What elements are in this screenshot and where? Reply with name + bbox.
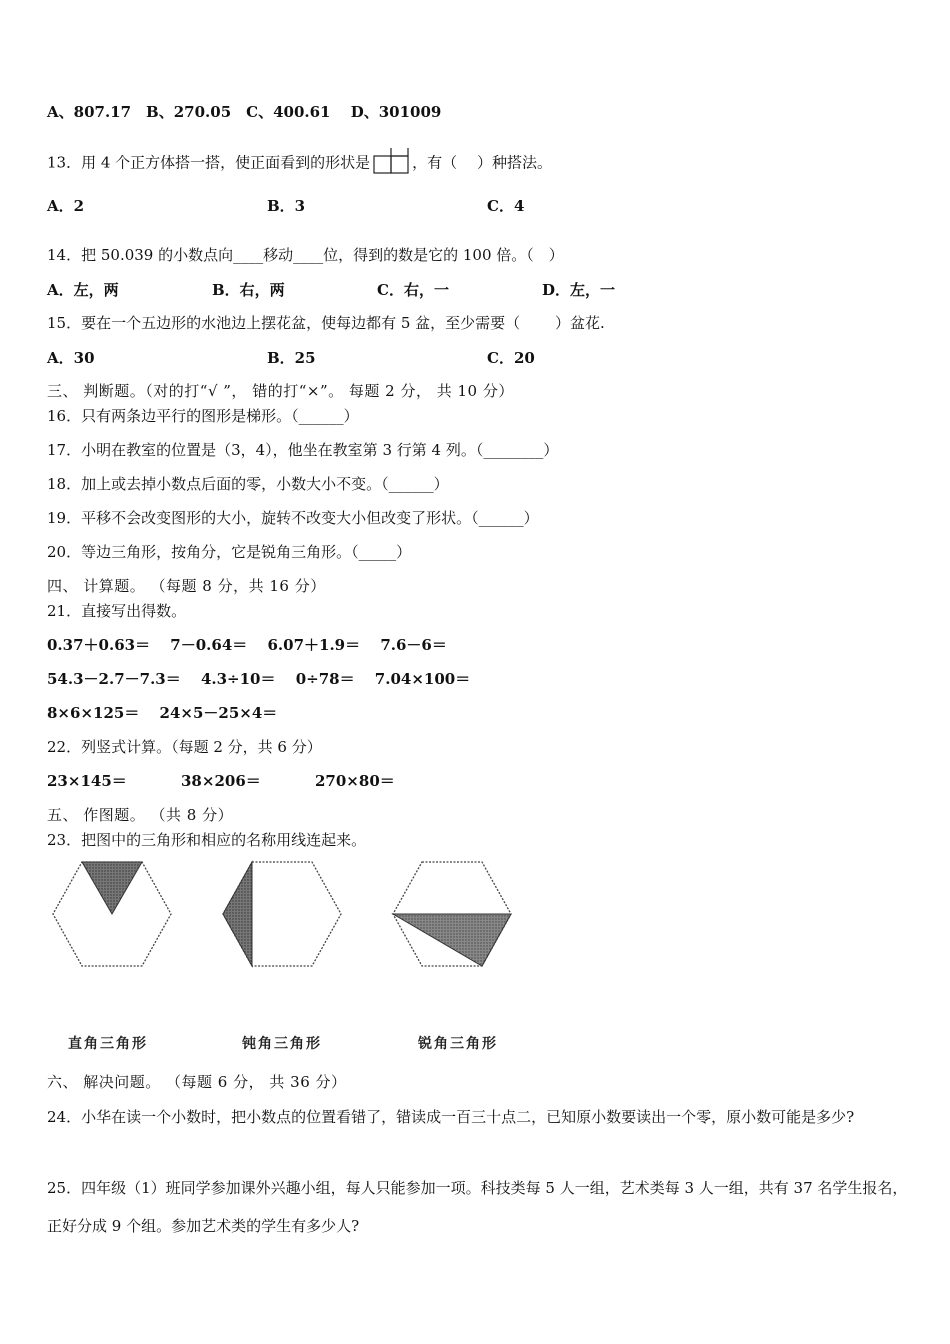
section-3-heading: 三、 判断题。（对的打“√ ”， 错的打“×”。 每题 2 分， 共 10 分） <box>47 382 514 400</box>
q15-option-a[interactable]: A．30 <box>47 349 95 367</box>
section-5-heading: 五、 作图题。 （共 8 分） <box>47 806 234 824</box>
shaded-triangle <box>393 914 511 966</box>
q21-row-3: 8×6×125＝ 24×5－25×4＝ <box>47 704 278 722</box>
hexagon-figure-2 <box>220 858 344 970</box>
hexagon-figure-1 <box>50 858 174 970</box>
q14-option-a[interactable]: A．左，两 <box>47 281 119 299</box>
q21-row-2: 54.3－2.7－7.3＝ 4.3÷10＝ 0÷78＝ 7.04×100＝ <box>47 670 471 688</box>
section-6-heading: 六、 解决问题。 （每题 6 分， 共 36 分） <box>47 1073 347 1091</box>
q21-row-1: 0.37＋0.63＝ 7－0.64＝ 6.07＋1.9＝ 7.6－6＝ <box>47 636 447 654</box>
q14-option-c[interactable]: C．右，一 <box>377 281 449 299</box>
q13-option-a[interactable]: A．2 <box>47 197 85 215</box>
question-19: 19．平移不会改变图形的大小，旋转不改变大小但改变了形状。（______） <box>47 509 539 527</box>
q15-option-b[interactable]: B．25 <box>267 349 316 367</box>
label-right-triangle: 直角三角形 <box>68 1036 148 1052</box>
shaded-triangle <box>82 862 142 914</box>
q13-text-before: 13．用 4 个正方体搭一搭，使正面看到的形状是 <box>47 153 371 172</box>
q14-option-b[interactable]: B．右，两 <box>212 281 285 299</box>
question-20: 20．等边三角形，按角分，它是锐角三角形。（_____） <box>47 543 412 561</box>
label-acute-triangle: 锐角三角形 <box>418 1036 498 1052</box>
question-22: 22．列竖式计算。（每题 2 分，共 6 分） <box>47 738 322 756</box>
q13-option-c[interactable]: C．4 <box>487 197 525 215</box>
question-15: 15．要在一个五边形的水池边上摆花盆，使每边都有 5 盆，至少需要（ ）盆花. <box>47 314 605 332</box>
question-13 <box>47 148 552 179</box>
q22-item-1: 23×145＝ <box>47 772 127 790</box>
q13-text-after: ，有（ ）种搭法。 <box>412 153 552 172</box>
q22-item-3: 270×80＝ <box>315 772 395 790</box>
question-16: 16．只有两条边平行的图形是梯形。（______） <box>47 407 359 425</box>
question-23: 23．把图中的三角形和相应的名称用线连起来。 <box>47 831 367 849</box>
q15-option-c[interactable]: C．20 <box>487 349 535 367</box>
hexagon-figure-3 <box>390 858 514 970</box>
label-obtuse-triangle: 钝角三角形 <box>242 1036 322 1052</box>
shaded-triangle <box>223 862 252 966</box>
question-17: 17．小明在教室的位置是（3，4），他坐在教室第 3 行第 4 列。（________） <box>47 441 559 459</box>
question-21: 21．直接写出得数。 <box>47 602 187 620</box>
q13-option-b[interactable]: B．3 <box>267 197 306 215</box>
two-squares-figure <box>373 148 409 179</box>
q12-options: A、807.17 B、270.05 C、400.61 D、301009 <box>47 103 442 121</box>
section-4-heading: 四、 计算题。 （每题 8 分，共 16 分） <box>47 577 326 595</box>
q22-item-2: 38×206＝ <box>181 772 261 790</box>
question-25: 25．四年级（1）班同学参加课外兴趣小组，每人只能参加一项。科技类每 5 人一组，艺术类每 3 人一组，共有 37 名学生报名，正好分成 9 个组。参加艺术类的学生有多少人? <box>47 1179 908 1235</box>
question-18: 18．加上或去掉小数点后面的零，小数大小不变。（______） <box>47 475 449 493</box>
q14-option-d[interactable]: D．左，一 <box>542 281 616 299</box>
question-14: 14．把 50.039 的小数点向____移动____位，得到的数是它的 100 倍。（ ） <box>47 246 564 264</box>
question-24: 24．小华在读一个小数时，把小数点的位置看错了，错读成一百三十点二，已知原小数要读出一个零，原小数可能是多少? <box>47 1108 855 1126</box>
